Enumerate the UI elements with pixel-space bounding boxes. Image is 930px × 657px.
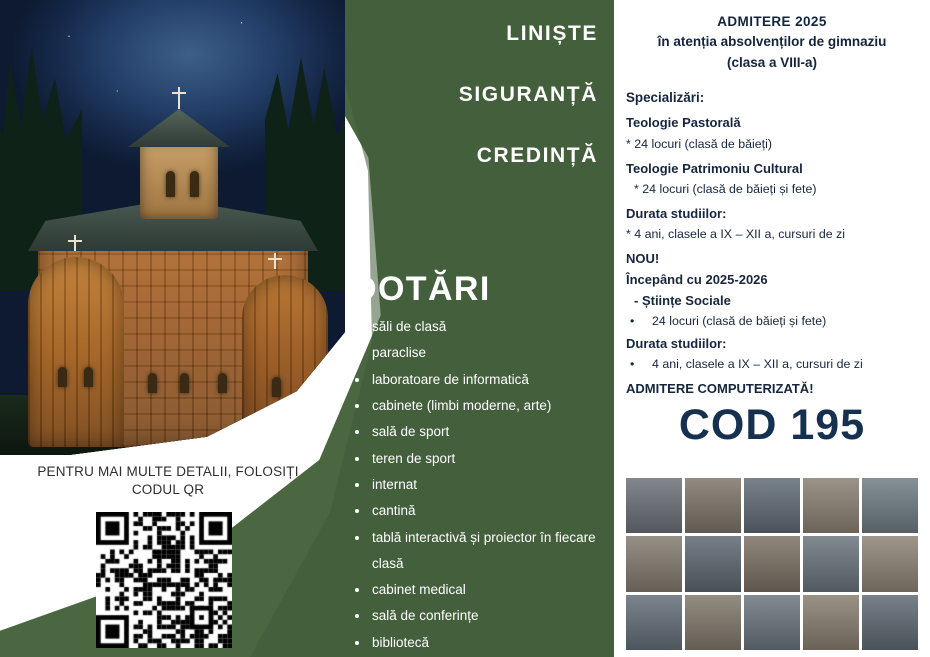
qr-code[interactable] [96,512,232,648]
cross-icon [178,87,180,109]
collage-photo [862,595,918,650]
church-window [180,373,189,393]
stiinte-sociale-label: - Științe Sociale [634,292,731,308]
church-window [218,373,227,393]
dotari-list [352,314,614,656]
collage-photo [862,536,918,591]
dotari-item: • cabinet medical [370,577,614,603]
tower-window [190,171,199,197]
durata-label-1: Durata studiilor: [626,205,727,221]
collage-photo [862,478,918,533]
qr-caption: PENTRU MAI MULTE DETALII, FOLOSIȚI CODUL QR [37,464,299,498]
incepand-text: Începând cu 2025-2026 [626,271,768,287]
durata-label-2: Durata studiilor: [626,336,727,352]
dotari-item: • cantină [370,498,614,524]
specialization-1-name: Teologie Pastorală [626,115,741,131]
dotari-item: • internat [370,472,614,498]
church-window [84,367,93,387]
keyword-siguranta: SIGURANȚĂ [458,83,598,106]
church-window [148,373,157,393]
durata-value-1: * 4 ani, clasele a IX – XII a, cursuri de zi [626,226,846,241]
nou-label: NOU! [626,250,660,266]
admitere-computerizata: ADMITERE COMPUTERIZATĂ! [626,381,814,397]
header-line-3: (clasa a VIII-a) [726,54,818,70]
tower-window [166,171,175,197]
specialization-2-name: Teologie Patrimoniu Cultural [626,160,803,176]
church-building [28,117,328,447]
durata-value-2: • 4 ani, clasele a IX – XII a, cursuri de zi [626,354,922,374]
collage-photo [744,595,800,650]
header-line-2: în atenția absolvenților de gimnaziu [657,34,887,50]
dotari-item: • tablă interactivă și proiector în fiecare clasă [370,525,614,578]
collage-photo [803,536,859,591]
collage-photo [685,536,741,591]
collage-photo [626,595,682,650]
dotari-item: • paraclise [370,340,614,366]
collage-photo [803,595,859,650]
header-line-1: ADMITERE 2025 [717,14,827,29]
keyword-credinta: CREDINȚĂ [476,144,598,167]
specialization-2-seats: * 24 locuri (clasă de băieți și fete) [634,181,817,196]
collage-photo [744,478,800,533]
admission-code: COD 195 [678,401,866,450]
dotari-item: • teren de sport [370,446,614,472]
church-window [272,377,281,397]
dotari-item: • laboratoare de informatică [370,367,614,393]
stiinte-sociale-seats: • 24 locuri (clasă de băieți și fete) [626,311,922,331]
collage-photo [685,595,741,650]
admission-body [614,73,930,400]
photo-collage [626,478,918,650]
church-tower [140,141,218,219]
keywords-list [298,22,598,205]
collage-photo [803,478,859,533]
admission-header [614,0,930,73]
dotari-item: • sală de conferințe [370,603,614,629]
dotari-item: • sală de sport [370,419,614,445]
cross-icon [274,253,276,269]
specializari-label: Specializări: [626,89,705,105]
collage-photo [744,536,800,591]
cross-icon [74,235,76,251]
dotari-item: • bibliotecă [370,630,614,656]
collage-photo [626,536,682,591]
dotari-item: • săli de clasă [370,314,614,340]
keyword-liniste: LINIȘTE [506,22,598,45]
church-window [58,367,67,387]
church-apse-right [242,275,328,447]
collage-photo [685,478,741,533]
dotari-item: • cabinete (limbi moderne, arte) [370,393,614,419]
dotari-heading: DOTĂRI [352,270,491,308]
church-apse-left [28,257,124,447]
collage-photo [626,478,682,533]
specialization-1-seats: * 24 locuri (clasă de băieți) [626,136,773,151]
monastery-photo [0,0,345,455]
